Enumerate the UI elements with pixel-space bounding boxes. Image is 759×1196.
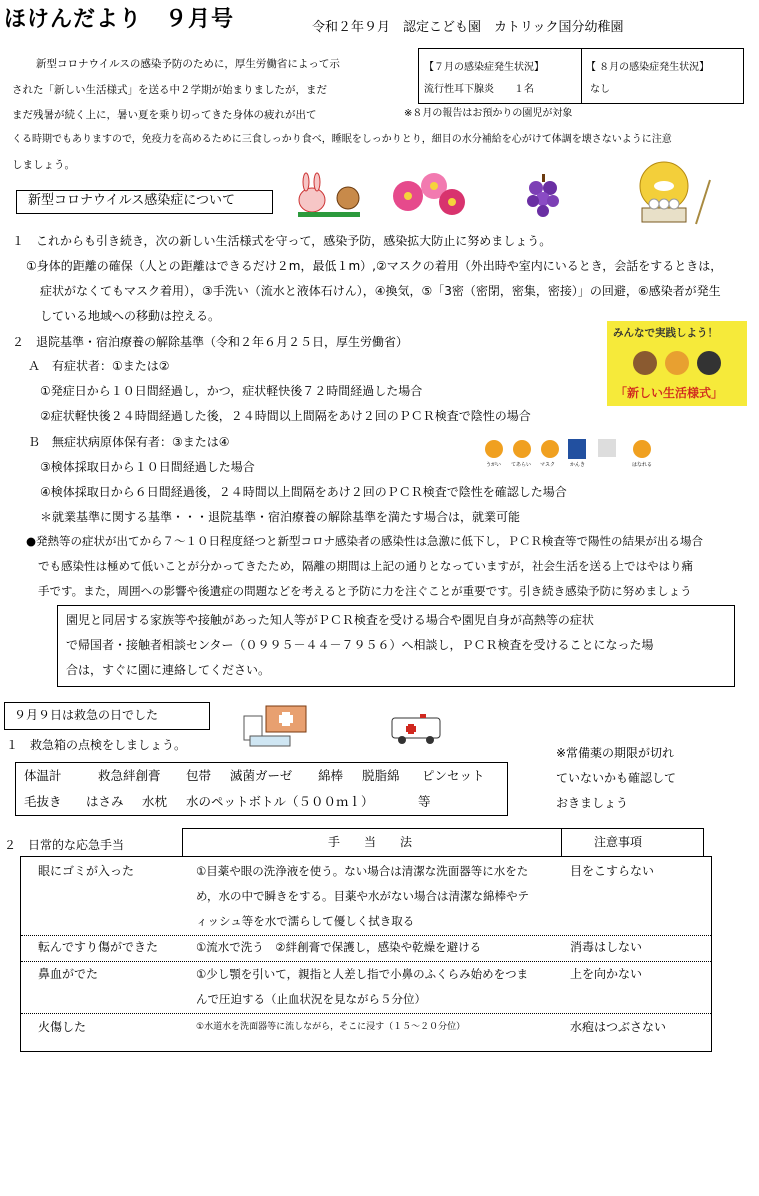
status-note: ※８月の報告はお預かりの園児が対象 [404, 108, 573, 119]
corona-a-item-2: ②症状軽快後２４時間経過した後，２４時間以上間隔をあけ２回のＰＣＲ検査で陰性の場合 [40, 409, 531, 423]
cosmos-flowers-illustration [388, 168, 470, 222]
kit-item: 毛抜き [24, 794, 62, 809]
side-note-1: ※常備薬の期限が切れ [556, 746, 675, 760]
kit-item: 水枕 [142, 794, 168, 809]
ambulance-icon [388, 710, 448, 746]
row-case: 鼻血がでた [38, 967, 99, 981]
july-status-value: 流行性耳下腺炎 １名 [424, 84, 534, 95]
corona-p1: １ これからも引き続き，次の新しい生活様式を守って，感染予防，感染拡大防止に努めましょう。 [12, 234, 552, 248]
side-note-2: ていないかも確認して [556, 771, 677, 785]
corona-b-item-2: ④検体採取日から６日間経過後，２４時間以上間隔をあけ２回のＰＣＲ検査で陰性を確認した場合 [40, 485, 567, 499]
corona-p1-item-3: している地域への移動は控える。 [40, 309, 221, 323]
first-aid-p2: ２ 日常的な応急手当 [4, 838, 125, 852]
row-caution: 消毒はしない [570, 940, 643, 954]
kit-item: 滅菌ガーゼ [230, 768, 293, 783]
row-case: 転んですり傷ができた [38, 940, 159, 954]
col-method: 手 当 法 [328, 835, 413, 849]
aug-status-header: 【 ８月の感染症発生状況】 [586, 62, 710, 73]
row-method: め，水の中で瞬きをする。目薬や水がない場合は清潔な綿棒やテ [196, 889, 530, 903]
kit-item: 包帯 [186, 768, 212, 783]
poster-mascots-icon [627, 343, 727, 383]
row-method: ①目薬や眼の洗浄液を使う。ない場合は清潔な洗面器等に水をた [196, 864, 529, 878]
kit-item: 脱脂綿 [362, 768, 400, 783]
intro-line-3: まだ残暑が続く上に，暑い夏を乗り切ってきた身体の疲れが出て [12, 109, 317, 121]
intro-line-2: された「新しい生活様式」を送る中２学期が始まりましたが，まだ [12, 84, 327, 96]
poster-line-1: みんなで実践しよう！ [613, 327, 718, 339]
row-method: ィッシュ等を水で濡らして優しく拭き取る [196, 914, 415, 928]
first-aid-kit-icon [240, 702, 310, 750]
intro-line-1: 新型コロナウイルスの感染予防のために，厚生労働省によって示 [36, 58, 340, 70]
mascot-label-6: はなれる [632, 462, 653, 468]
mascot-label-2: てあらい [511, 462, 532, 468]
aug-status-value: なし [590, 84, 610, 95]
intro-line-4: くる時期でもありますので，免疫力を高めるために三食しっかり食べ，睡眠をしっかりとり，細目の水分補給を心がけて体調を壊さないように注意 [12, 134, 672, 145]
pcr-notice-line-2: で帰国者・接触者相談センター（０９９５－４４－７９５６）へ相談し，ＰＣＲ検査を受けることになった場 [66, 638, 654, 652]
corona-b-head: Ｂ 無症状病原体保有者：③または④ [28, 435, 230, 449]
kit-item: 救急絆創膏 [98, 768, 161, 783]
corona-a-head: Ａ 有症状者：①または② [28, 359, 170, 373]
corona-bullet-1: ●発熱等の症状が出てから７〜１０日程度経つと新型コロナ感染者の感染性は急激に低下し，ＰＣＲ検査等で陽性の結果が出る場合 [26, 534, 704, 548]
grapes-illustration [522, 172, 566, 220]
mascot-label-3: マスク [540, 462, 556, 468]
row-caution: 上を向かない [570, 967, 643, 981]
row-case: 眼にゴミが入った [38, 864, 135, 878]
row-method: ①水道水を洗面器等に流しながら，そこに浸す（１５〜２０分位） [196, 1022, 466, 1032]
pcr-notice-line-1: 園児と同居する家族等や接触があった知人等がＰＣＲ検査を受ける場合や園児自身が高熱等の症状 [66, 613, 594, 627]
col-caution: 注意事項 [594, 835, 643, 849]
kit-item: 綿棒 [318, 768, 344, 783]
mascot-label-1: うがい [486, 462, 502, 468]
row-method: ①少し顎を引いて，親指と人差し指で小鼻のふくらみ始めをつま [196, 967, 529, 981]
kit-item: はさみ [86, 794, 124, 809]
page-title: ほけんだより ９月号 [4, 7, 235, 32]
new-lifestyle-poster [607, 321, 747, 406]
rabbit-bear-illustration [290, 170, 370, 222]
corona-bullet-3: 手です。また，周囲への影響や後遺症の問題などを考えると予防に力を注ぐことが重要です。引き続き感染予防に努めましょう [38, 584, 692, 598]
kit-item: 等 [418, 794, 431, 809]
side-note-3: おきましょう [556, 796, 629, 810]
mascot-label-4: かんき [570, 462, 586, 468]
corona-p1-item-1: ①身体的距離の確保（人との距離はできるだけ２m，最低１m）,②マスクの着用（外出時や室内にいるとき，会話をするときは， [26, 259, 723, 273]
infection-status-box [418, 48, 744, 104]
row-method: ①流水で洗う ②絆創膏で保護し，感染や乾燥を避ける [196, 940, 482, 954]
page-subtitle: 令和２年９月 認定こども園 カトリック国分幼稚園 [312, 20, 624, 35]
corona-a-item-1: ①発症日から１０日間経過し，かつ，症状軽快後７２時間経過した場合 [40, 384, 423, 398]
row-caution: 目をこすらない [570, 864, 655, 878]
kit-item: ピンセット [422, 768, 485, 783]
row-caution: 水疱はつぶさない [570, 1020, 667, 1034]
corona-bullet-2: でも感染性は極めて低いことが分かってきたため，隔離の期間は上記の通りとなっていますが，社会生活を送る上ではやはり痛 [38, 559, 694, 573]
moon-viewing-illustration [620, 160, 716, 226]
corona-heading: 新型コロナウイルス感染症について [28, 193, 235, 208]
corona-p1-item-2: 症状がなくてもマスク着用），③手洗い（流水と液体石けん），④換気，⑤「3密（密閉，密集，密接）」の回避，⑥感染者が発生 [40, 284, 721, 298]
first-aid-p1: １ 救急箱の点検をしましょう。 [6, 738, 187, 752]
corona-b-item-3: ＊就業基準に関する基準・・・退院基準・宿泊療養の解除基準を満たす場合は，就業可能 [40, 510, 521, 524]
row-case: 火傷した [38, 1020, 87, 1034]
corona-b-item-1: ③検体採取日から１０日間経過した場合 [40, 460, 255, 474]
first-aid-heading: ９月９日は救急の日でした [14, 708, 159, 722]
corona-p2: ２ 退院基準・宿泊療養の解除基準（令和２年６月２５日，厚生労働省） [12, 335, 409, 349]
kit-item: 水のペットボトル（５００ｍｌ） [186, 794, 374, 809]
kit-item: 体温計 [24, 768, 62, 783]
pcr-notice-line-3: 合は，すぐに園に連絡してください。 [66, 663, 271, 677]
july-status-header: 【７月の感染症発生状況】 [424, 62, 544, 73]
intro-line-5: しましょう。 [12, 159, 75, 171]
poster-line-2: 「新しい生活様式」 [615, 386, 724, 400]
row-method: んで圧迫する（止血状況を見ながら５分位） [196, 992, 426, 1006]
